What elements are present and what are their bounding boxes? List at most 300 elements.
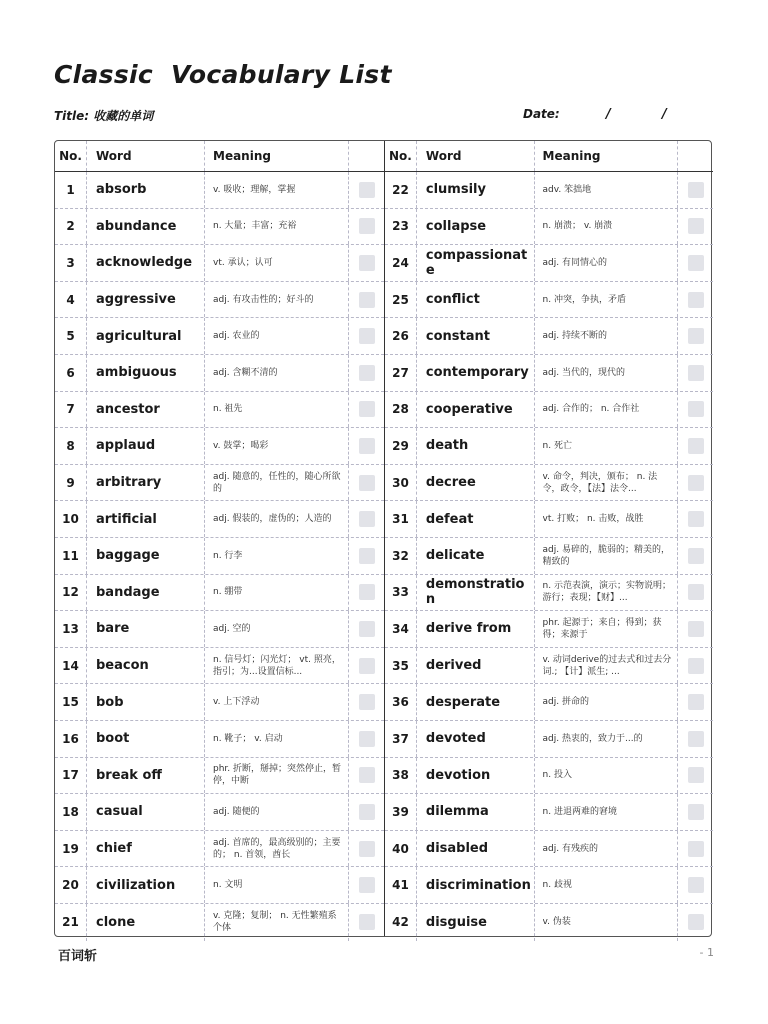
header-no: No. <box>55 141 87 171</box>
row-number: 11 <box>55 538 87 574</box>
row-number: 39 <box>385 794 417 830</box>
table-row <box>385 465 713 502</box>
row-number: 2 <box>55 209 87 245</box>
row-check-cell <box>678 318 713 354</box>
table-row <box>55 172 384 209</box>
row-word: acknowledge <box>87 245 205 281</box>
table-row <box>385 538 713 575</box>
table-column-right <box>384 141 713 936</box>
row-number: 3 <box>55 245 87 281</box>
row-word: aggressive <box>87 282 205 318</box>
row-meaning-cell <box>535 245 679 281</box>
table-row <box>385 575 713 612</box>
table-row <box>55 538 384 575</box>
row-meaning-cell <box>205 355 349 391</box>
row-meaning-cell <box>535 794 679 830</box>
row-check-cell <box>349 209 384 245</box>
row-meaning: adj. 拼命的 <box>542 697 589 708</box>
row-number: 42 <box>385 904 417 941</box>
row-meaning-cell <box>205 831 349 867</box>
row-meaning-cell <box>205 282 349 318</box>
row-number: 32 <box>385 538 417 574</box>
row-meaning: n. 大量；丰富；充裕 <box>213 221 297 232</box>
header-word: Word <box>87 141 205 171</box>
date-separator: / <box>662 107 667 122</box>
row-number: 12 <box>55 575 87 611</box>
row-meaning: v. 克隆；复制； n. 无性繁殖系个体 <box>213 911 337 934</box>
checkbox[interactable] <box>359 914 375 930</box>
row-check-cell <box>678 721 713 757</box>
row-number: 26 <box>385 318 417 354</box>
list-title-label: Title: 收藏的单词 <box>54 109 154 123</box>
row-meaning: adj. 有残疾的 <box>542 843 598 854</box>
row-word: derive from <box>417 611 535 647</box>
row-word: defeat <box>417 501 535 537</box>
row-check-cell <box>678 501 713 537</box>
row-meaning: n. 绷带 <box>213 587 243 598</box>
row-word: absorb <box>87 172 205 208</box>
table-row <box>55 904 384 941</box>
row-number: 40 <box>385 831 417 867</box>
row-check-cell <box>678 245 713 281</box>
row-meaning: n. 祖先 <box>213 404 243 415</box>
table-row <box>55 794 384 831</box>
checkbox[interactable] <box>688 365 704 381</box>
table-row <box>55 721 384 758</box>
table-row <box>55 465 384 502</box>
row-meaning: adj. 持续不断的 <box>542 331 607 342</box>
checkbox[interactable] <box>359 658 375 674</box>
table-row <box>55 684 384 721</box>
row-meaning: adj. 有同情心的 <box>542 257 607 268</box>
row-number: 18 <box>55 794 87 830</box>
row-check-cell <box>349 758 384 794</box>
row-check-cell <box>678 355 713 391</box>
checkbox[interactable] <box>688 694 704 710</box>
row-meaning: v. 动词derive的过去式和过去分词.; 【计】派生; ... <box>542 654 672 677</box>
table-row <box>385 611 713 648</box>
row-check-cell <box>678 648 713 684</box>
row-word: conflict <box>417 282 535 318</box>
table-row <box>385 648 713 685</box>
row-word: beacon <box>87 648 205 684</box>
row-meaning-cell <box>535 428 679 464</box>
row-meaning: n. 文明 <box>213 880 243 891</box>
table-row <box>55 501 384 538</box>
row-meaning: phr. 起源于；来自；得到；获得；来源于 <box>542 617 662 640</box>
page-title: Classic Vocabulary List <box>54 60 392 89</box>
table-row <box>385 172 713 209</box>
table-row <box>55 428 384 465</box>
row-meaning: n. 崩溃； v. 崩溃 <box>542 221 613 232</box>
row-number: 41 <box>385 867 417 903</box>
row-meaning-cell <box>535 867 679 903</box>
row-meaning: n. 死亡 <box>542 440 572 451</box>
row-number: 1 <box>55 172 87 208</box>
row-check-cell <box>678 209 713 245</box>
checkbox[interactable] <box>359 804 375 820</box>
checkbox[interactable] <box>688 438 704 454</box>
checkbox[interactable] <box>688 621 704 637</box>
row-check-cell <box>349 172 384 208</box>
table-row <box>385 282 713 319</box>
header-meaning: Meaning <box>205 141 349 171</box>
checkbox[interactable] <box>688 877 704 893</box>
row-check-cell <box>349 282 384 318</box>
checkbox[interactable] <box>688 731 704 747</box>
row-word: chief <box>87 831 205 867</box>
table-column-left <box>55 141 384 936</box>
row-check-cell <box>349 831 384 867</box>
table-row <box>55 318 384 355</box>
row-meaning-cell <box>205 794 349 830</box>
row-word: derived <box>417 648 535 684</box>
checkbox[interactable] <box>688 914 704 930</box>
row-meaning-cell <box>535 538 679 574</box>
row-check-cell <box>349 794 384 830</box>
row-meaning-cell <box>535 355 679 391</box>
row-meaning-cell <box>535 648 679 684</box>
row-meaning: adv. 笨拙地 <box>542 184 592 195</box>
table-row <box>385 684 713 721</box>
row-number: 35 <box>385 648 417 684</box>
row-meaning: vt. 打败； n. 击败，战胜 <box>542 514 644 525</box>
row-number: 37 <box>385 721 417 757</box>
row-word: casual <box>87 794 205 830</box>
row-word: agricultural <box>87 318 205 354</box>
table-row <box>385 501 713 538</box>
row-number: 4 <box>55 282 87 318</box>
row-meaning-cell <box>535 575 679 611</box>
row-word: arbitrary <box>87 465 205 501</box>
row-meaning: n. 信号灯；闪光灯； vt. 照亮，指引；为...设置信标... <box>213 654 341 677</box>
row-meaning: n. 投入 <box>542 770 572 781</box>
checkbox[interactable] <box>688 328 704 344</box>
row-word: baggage <box>87 538 205 574</box>
table-row <box>55 245 384 282</box>
row-number: 17 <box>55 758 87 794</box>
checkbox[interactable] <box>359 328 375 344</box>
checkbox[interactable] <box>359 584 375 600</box>
checkbox[interactable] <box>359 548 375 564</box>
row-check-cell <box>349 648 384 684</box>
row-word: bandage <box>87 575 205 611</box>
row-check-cell <box>349 501 384 537</box>
row-number: 22 <box>385 172 417 208</box>
row-word: devotion <box>417 758 535 794</box>
row-word: disabled <box>417 831 535 867</box>
row-word: collapse <box>417 209 535 245</box>
row-number: 14 <box>55 648 87 684</box>
row-number: 5 <box>55 318 87 354</box>
table-row <box>55 831 384 868</box>
row-number: 8 <box>55 428 87 464</box>
header-word: Word <box>417 141 535 171</box>
row-check-cell <box>678 465 713 501</box>
table-row <box>55 282 384 319</box>
row-number: 23 <box>385 209 417 245</box>
checkbox[interactable] <box>359 438 375 454</box>
row-word: boot <box>87 721 205 757</box>
row-meaning: n. 示范表演，演示；实物说明；游行；表现；【财】... <box>542 581 671 604</box>
table-row <box>385 867 713 904</box>
row-word: ancestor <box>87 392 205 428</box>
row-meaning: v. 鼓掌；喝彩 <box>213 440 269 451</box>
date-label: Date: <box>523 107 560 121</box>
row-number: 24 <box>385 245 417 281</box>
row-meaning: n. 靴子； v. 启动 <box>213 733 283 744</box>
row-meaning-cell <box>205 465 349 501</box>
table-row <box>385 209 713 246</box>
row-meaning-cell <box>535 831 679 867</box>
checkbox[interactable] <box>688 658 704 674</box>
row-meaning: adj. 当代的，现代的 <box>542 367 625 378</box>
row-check-cell <box>349 575 384 611</box>
checkbox[interactable] <box>688 584 704 600</box>
row-meaning: adj. 农业的 <box>213 331 260 342</box>
table-row <box>55 392 384 429</box>
row-meaning-cell <box>205 611 349 647</box>
row-word: delicate <box>417 538 535 574</box>
row-word: constant <box>417 318 535 354</box>
row-meaning-cell <box>205 575 349 611</box>
checkbox[interactable] <box>359 365 375 381</box>
table-row <box>385 794 713 831</box>
checkbox[interactable] <box>359 255 375 271</box>
row-meaning: v. 命令，判决，颁布； n. 法令，政令，【法】法令... <box>542 471 658 494</box>
row-meaning: adj. 假装的，虚伪的；人造的 <box>213 514 332 525</box>
row-check-cell <box>349 538 384 574</box>
row-meaning-cell <box>205 428 349 464</box>
row-check-cell <box>349 355 384 391</box>
row-number: 6 <box>55 355 87 391</box>
row-meaning: v. 上下浮动 <box>213 697 260 708</box>
checkbox[interactable] <box>359 877 375 893</box>
row-meaning: adj. 合作的； n. 合作社 <box>542 404 640 415</box>
row-word: compassionate <box>417 245 535 281</box>
row-meaning-cell <box>205 245 349 281</box>
row-check-cell <box>349 721 384 757</box>
table-row <box>55 355 384 392</box>
checkbox[interactable] <box>688 292 704 308</box>
checkbox[interactable] <box>359 218 375 234</box>
row-meaning: n. 行李 <box>213 550 243 561</box>
row-word: decree <box>417 465 535 501</box>
row-number: 25 <box>385 282 417 318</box>
row-check-cell <box>678 684 713 720</box>
table-row <box>55 575 384 612</box>
row-meaning-cell <box>535 282 679 318</box>
checkbox[interactable] <box>359 621 375 637</box>
header-meaning: Meaning <box>535 141 679 171</box>
row-number: 7 <box>55 392 87 428</box>
row-check-cell <box>349 867 384 903</box>
row-meaning-cell <box>205 392 349 428</box>
row-check-cell <box>678 867 713 903</box>
row-meaning: adj. 有攻击性的；好斗的 <box>213 294 314 305</box>
checkbox[interactable] <box>688 255 704 271</box>
row-meaning: vt. 承认；认可 <box>213 257 273 268</box>
checkbox[interactable] <box>359 475 375 491</box>
row-number: 29 <box>385 428 417 464</box>
checkbox[interactable] <box>688 182 704 198</box>
row-meaning: v. 吸收；理解，掌握 <box>213 184 296 195</box>
row-meaning-cell <box>205 648 349 684</box>
row-number: 10 <box>55 501 87 537</box>
date-separator: / <box>606 107 611 122</box>
row-check-cell <box>349 904 384 941</box>
header-no: No. <box>385 141 417 171</box>
row-meaning-cell <box>535 318 679 354</box>
row-check-cell <box>349 318 384 354</box>
row-check-cell <box>678 831 713 867</box>
checkbox[interactable] <box>359 511 375 527</box>
row-meaning-cell <box>205 501 349 537</box>
row-number: 28 <box>385 392 417 428</box>
checkbox[interactable] <box>359 182 375 198</box>
row-meaning-cell <box>205 172 349 208</box>
row-word: discrimination <box>417 867 535 903</box>
row-word: abundance <box>87 209 205 245</box>
checkbox[interactable] <box>688 548 704 564</box>
row-number: 13 <box>55 611 87 647</box>
row-number: 36 <box>385 684 417 720</box>
row-check-cell <box>678 392 713 428</box>
row-meaning: phr. 折断，掰掉；突然停止，暂停，中断 <box>213 764 342 787</box>
checkbox[interactable] <box>359 292 375 308</box>
table-row <box>385 904 713 941</box>
row-meaning: adj. 易碎的，脆弱的；精美的，精致的 <box>542 544 670 567</box>
row-number: 16 <box>55 721 87 757</box>
row-word: ambiguous <box>87 355 205 391</box>
table-row <box>55 611 384 648</box>
row-meaning-cell <box>535 684 679 720</box>
checkbox[interactable] <box>688 804 704 820</box>
table-row <box>385 355 713 392</box>
row-meaning-cell <box>205 318 349 354</box>
table-row <box>385 721 713 758</box>
row-number: 21 <box>55 904 87 941</box>
row-meaning-cell <box>535 392 679 428</box>
row-word: clone <box>87 904 205 941</box>
row-word: dilemma <box>417 794 535 830</box>
table-row <box>385 392 713 429</box>
page-number: - 1 <box>699 946 714 959</box>
row-meaning: adj. 空的 <box>213 623 251 634</box>
checkbox[interactable] <box>688 841 704 857</box>
row-word: applaud <box>87 428 205 464</box>
checkbox[interactable] <box>688 475 704 491</box>
row-number: 38 <box>385 758 417 794</box>
checkbox[interactable] <box>359 731 375 747</box>
row-meaning-cell <box>535 721 679 757</box>
row-meaning-cell <box>535 904 679 941</box>
row-meaning-cell <box>205 904 349 941</box>
checkbox[interactable] <box>359 767 375 783</box>
table-row <box>385 428 713 465</box>
row-meaning: adj. 随意的，任性的，随心所欲的 <box>213 471 341 494</box>
row-meaning: n. 歧视 <box>542 880 572 891</box>
checkbox[interactable] <box>359 841 375 857</box>
table-row <box>385 831 713 868</box>
row-number: 30 <box>385 465 417 501</box>
row-word: artificial <box>87 501 205 537</box>
row-check-cell <box>678 172 713 208</box>
row-meaning: adj. 含糊不清的 <box>213 367 278 378</box>
row-meaning: adj. 随便的 <box>213 806 260 817</box>
row-meaning: adj. 热衷的，致力于...的 <box>542 733 643 744</box>
row-word: contemporary <box>417 355 535 391</box>
row-word: break off <box>87 758 205 794</box>
table-row <box>55 648 384 685</box>
row-word: desperate <box>417 684 535 720</box>
checkbox[interactable] <box>359 694 375 710</box>
table-row <box>55 758 384 795</box>
row-meaning: adj. 首席的，最高级别的；主要的； n. 首领，酋长 <box>213 837 341 860</box>
table-row <box>55 867 384 904</box>
row-check-cell <box>349 465 384 501</box>
row-word: demonstration <box>417 575 535 611</box>
checkbox[interactable] <box>688 218 704 234</box>
table-row <box>55 209 384 246</box>
row-check-cell <box>349 684 384 720</box>
row-check-cell <box>678 758 713 794</box>
row-check-cell <box>349 428 384 464</box>
row-check-cell <box>349 611 384 647</box>
checkbox[interactable] <box>688 767 704 783</box>
row-meaning-cell <box>205 684 349 720</box>
row-check-cell <box>678 282 713 318</box>
row-meaning-cell <box>535 501 679 537</box>
row-word: bare <box>87 611 205 647</box>
header-check <box>349 141 384 171</box>
row-word: death <box>417 428 535 464</box>
row-number: 33 <box>385 575 417 611</box>
row-meaning: n. 冲突，争执，矛盾 <box>542 294 626 305</box>
row-word: bob <box>87 684 205 720</box>
row-word: disguise <box>417 904 535 941</box>
brand-logo-text: 百词斩 <box>58 949 98 964</box>
row-check-cell <box>678 611 713 647</box>
table-row <box>385 318 713 355</box>
checkbox[interactable] <box>359 401 375 417</box>
row-check-cell <box>678 904 713 941</box>
row-check-cell <box>678 538 713 574</box>
row-meaning-cell <box>205 721 349 757</box>
vocabulary-table <box>54 140 712 937</box>
header-check <box>678 141 713 171</box>
row-meaning-cell <box>535 758 679 794</box>
row-meaning-cell <box>205 758 349 794</box>
row-meaning-cell <box>535 172 679 208</box>
row-check-cell <box>678 575 713 611</box>
row-meaning-cell <box>535 465 679 501</box>
row-word: clumsily <box>417 172 535 208</box>
row-meaning-cell <box>205 867 349 903</box>
row-number: 19 <box>55 831 87 867</box>
checkbox[interactable] <box>688 401 704 417</box>
row-meaning-cell <box>205 209 349 245</box>
row-number: 27 <box>385 355 417 391</box>
row-number: 9 <box>55 465 87 501</box>
row-number: 15 <box>55 684 87 720</box>
row-meaning: v. 伪装 <box>542 917 571 928</box>
row-word: devoted <box>417 721 535 757</box>
table-header <box>55 141 384 172</box>
row-word: cooperative <box>417 392 535 428</box>
checkbox[interactable] <box>688 511 704 527</box>
row-number: 31 <box>385 501 417 537</box>
